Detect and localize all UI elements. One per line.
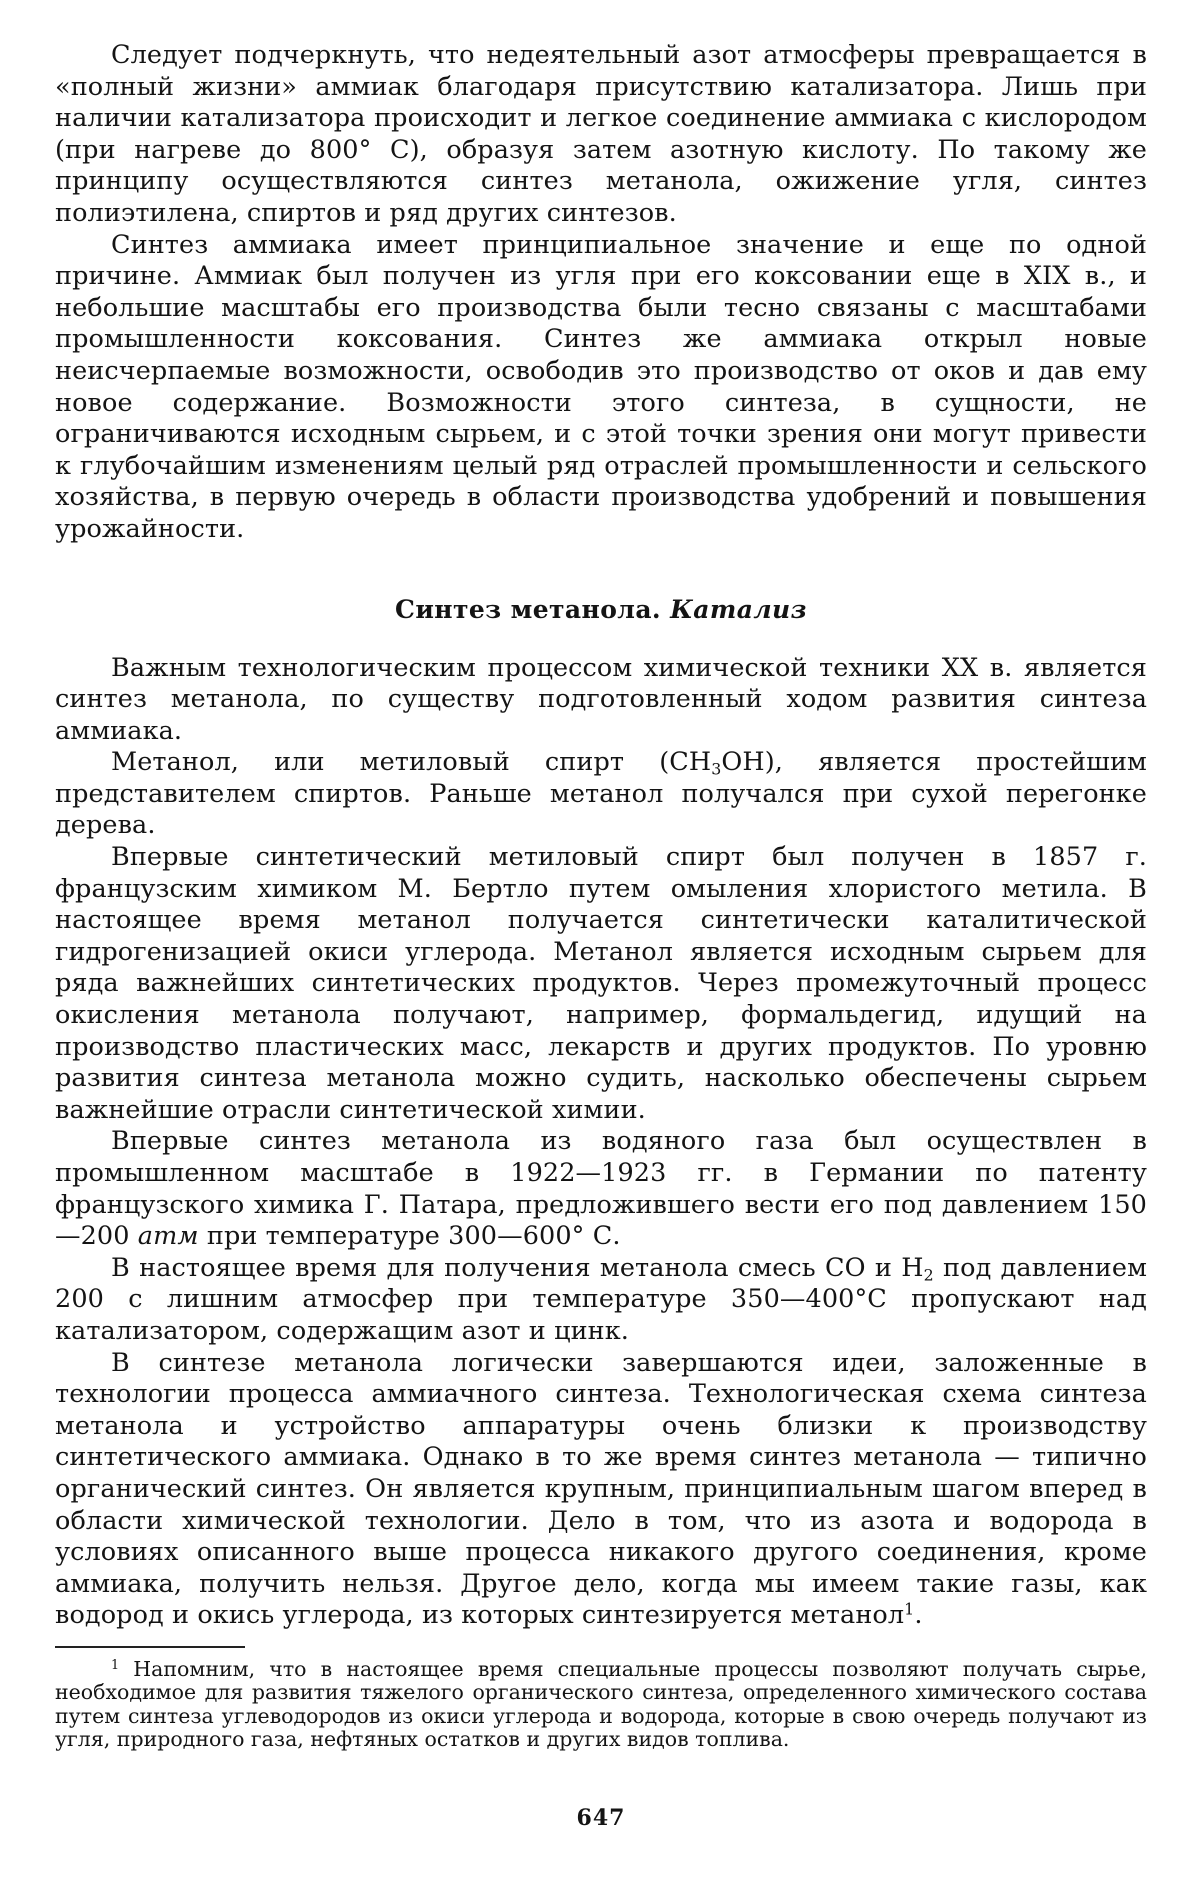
text-run: под давлением 200 с лишним атмосфер при температуре 350—400°С пропускают над катализатором, содержащим азот и цинк. xyxy=(55,1252,1148,1346)
text-run: В настоящее время для получения метанола смесь CO и H xyxy=(111,1252,924,1283)
section-heading xyxy=(55,594,1147,626)
unit-atm: атм xyxy=(137,1221,199,1252)
subscript: 3 xyxy=(711,759,722,779)
text-run: OH), является простейшим представителем спиртов. Раньше метанол получался при сухой перегонке дерева. xyxy=(55,747,1147,841)
footnote-divider xyxy=(55,1646,245,1648)
heading-subtitle: Катализ xyxy=(670,594,807,624)
paragraph-current-process xyxy=(55,1253,1147,1348)
footnote-reference[interactable]: 1 xyxy=(904,1599,915,1619)
paragraph-industrial-synthesis xyxy=(55,1126,1147,1252)
text-run: при температуре 300—600° С. xyxy=(206,1221,621,1252)
spacer xyxy=(55,626,1147,653)
footnote-text: Напомним, что в настоящее время специальные процессы позволяют получать сырье, необходимое для развития тяжелого органического синтеза, определенного химического состава путем синтеза углеводородов из окиси углерода и водорода, которые в свою очередь получают из угля, природного газа, нефтяных остатков и других видов топлива. xyxy=(55,1656,1147,1752)
paragraph-catalyst-ammonia: Следует подчеркнуть, что недеятельный азот атмосферы превращается в «полный жизни» аммиак благодаря присутствию катализатора. Лишь при наличии катализатора происходит и легкое соединение аммиака с кислородом (при нагреве до 800° С), образуя затем азотную кислоту. По такому же принципу осуществляются синтез метанола, ожижение угля, синтез полиэтилена, спиртов и ряд других синтезов. xyxy=(55,40,1147,228)
paragraph-ammonia-significance: Синтез аммиака имеет принципиальное значение и еще по одной причине. Аммиак был получен из угля при его коксовании еще в XIX в., и небольшие масштабы его производства были тесно связаны с масштабами промышленности коксования. Синтез же аммиака открыл новые неисчерпаемые возможности, освободив это производство от оков и дав ему новое содержание. Возможности этого синтеза, в сущности, не ограничиваются исходным сырьем, и с этой точки зрения они могут привести к глубочайшим изменениям целый ряд отраслей промышленности и сельского хозяйства, в первую очередь в области производства удобрений и повышения урожайности. xyxy=(55,229,1147,544)
heading-title: Синтез метанола. xyxy=(395,594,662,624)
text-run: Метанол, или метиловый спирт (CH xyxy=(111,747,712,778)
spacer xyxy=(55,546,1147,594)
footnote-mark: 1 xyxy=(111,1656,120,1672)
text-run: Впервые синтез метанола из водяного газа был осуществлен в промышленном масштабе в 1922—1923 гг. в Германии по патенту французского химика Г. Патара, предложившего вести его под давлением 150—200 xyxy=(55,1126,1147,1252)
text-run: В синтезе метанола логически завершаются идеи, заложенные в технологии процесса аммиачного синтеза. Технологическая схема синтеза метанола и устройство аппаратуры очень близки к производству синтетического аммиака. Однако в то же время синтез метанола — типично органический синтез. Он является крупным, принципиальным шагом вперед в области химической технологии. Дело в том, что из азота и водорода в условиях описанного выше процесса никакого другого соединения, кроме аммиака, получить нельзя. Другое дело, когда мы имеем такие газы, как водород и окись углерода, из которых синтезируется метанол xyxy=(55,1347,1147,1631)
page-number: 647 xyxy=(576,1805,626,1831)
paragraph-methanol-history: Впервые синтетический метиловый спирт был получен в 1857 г. французским химиком М. Бертло путем омыления хлористого метила. В настоящее время метанол получается синтетически каталитической гидрогенизацией окиси углерода. Метанол является исходным сырьем для ряда важнейших синтетических продуктов. Через промежуточный процесс окисления метанола получают, например, формальдегид, идущий на производство пластических масс, лекарств и других продуктов. По уровню развития синтеза метанола можно судить, насколько обеспечены сырьем важнейшие отрасли синтетической химии. xyxy=(55,842,1147,1125)
paragraph-methanol-intro: Важным технологическим процессом химической техники XX в. является синтез метанола, по существу подготовленный ходом развития синтеза аммиака. xyxy=(55,652,1147,746)
book-page xyxy=(55,40,1147,1850)
footnote xyxy=(55,1658,1147,1752)
paragraph-methanol-logic xyxy=(55,1348,1147,1632)
subscript: 2 xyxy=(923,1265,934,1285)
paragraph-methanol-definition xyxy=(55,747,1147,842)
text-run: . xyxy=(914,1600,923,1631)
